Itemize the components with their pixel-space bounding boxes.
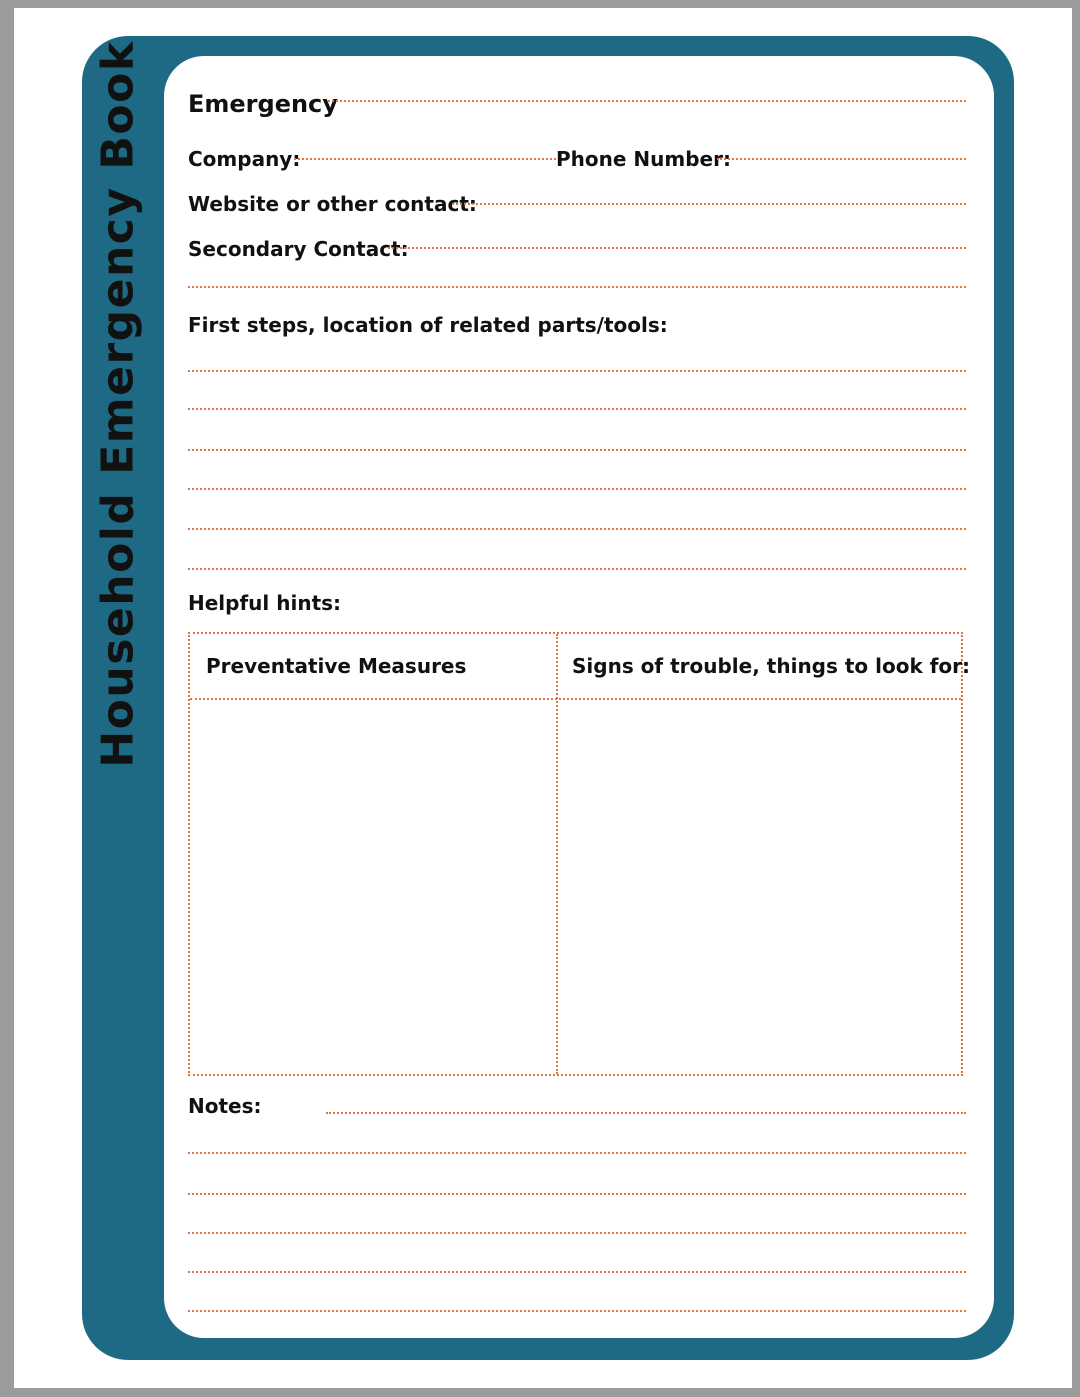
website-label: Website or other contact: — [188, 192, 477, 216]
preventative-measures-header: Preventative Measures — [206, 654, 467, 678]
first-steps-line[interactable] — [188, 488, 966, 490]
first-steps-line[interactable] — [188, 370, 966, 372]
notes-label: Notes: — [188, 1094, 262, 1118]
secondary-contact-label: Secondary Contact: — [188, 237, 409, 261]
company-label: Company: — [188, 147, 301, 171]
first-steps-line[interactable] — [188, 568, 966, 570]
notes-line[interactable] — [188, 1193, 966, 1195]
secondary-contact-line[interactable] — [388, 247, 966, 249]
phone-label: Phone Number: — [556, 147, 731, 171]
notes-line[interactable] — [188, 1310, 966, 1312]
first-steps-line[interactable] — [188, 528, 966, 530]
notes-line[interactable] — [188, 1152, 966, 1154]
preventative-measures-cell[interactable] — [192, 700, 554, 1074]
emergency-line[interactable] — [328, 100, 966, 102]
signs-of-trouble-cell[interactable] — [558, 700, 961, 1074]
blank-line[interactable] — [188, 286, 966, 288]
phone-line[interactable] — [717, 158, 966, 160]
hints-table — [188, 632, 971, 1076]
notes-line[interactable] — [188, 1232, 966, 1234]
signs-of-trouble-header: Signs of trouble, things to look for: — [572, 654, 971, 678]
first-steps-line[interactable] — [188, 449, 966, 451]
book-title: Household Emergency Book — [92, 40, 144, 768]
emergency-heading: Emergency — [188, 90, 338, 118]
first-steps-label: First steps, location of related parts/tools: — [188, 313, 668, 337]
website-line[interactable] — [452, 203, 966, 205]
first-steps-line[interactable] — [188, 408, 966, 410]
helpful-hints-label: Helpful hints: — [188, 591, 342, 615]
company-line[interactable] — [294, 158, 556, 160]
notes-line[interactable] — [188, 1271, 966, 1273]
notes-line[interactable] — [326, 1112, 966, 1114]
form-page — [14, 8, 1072, 1388]
